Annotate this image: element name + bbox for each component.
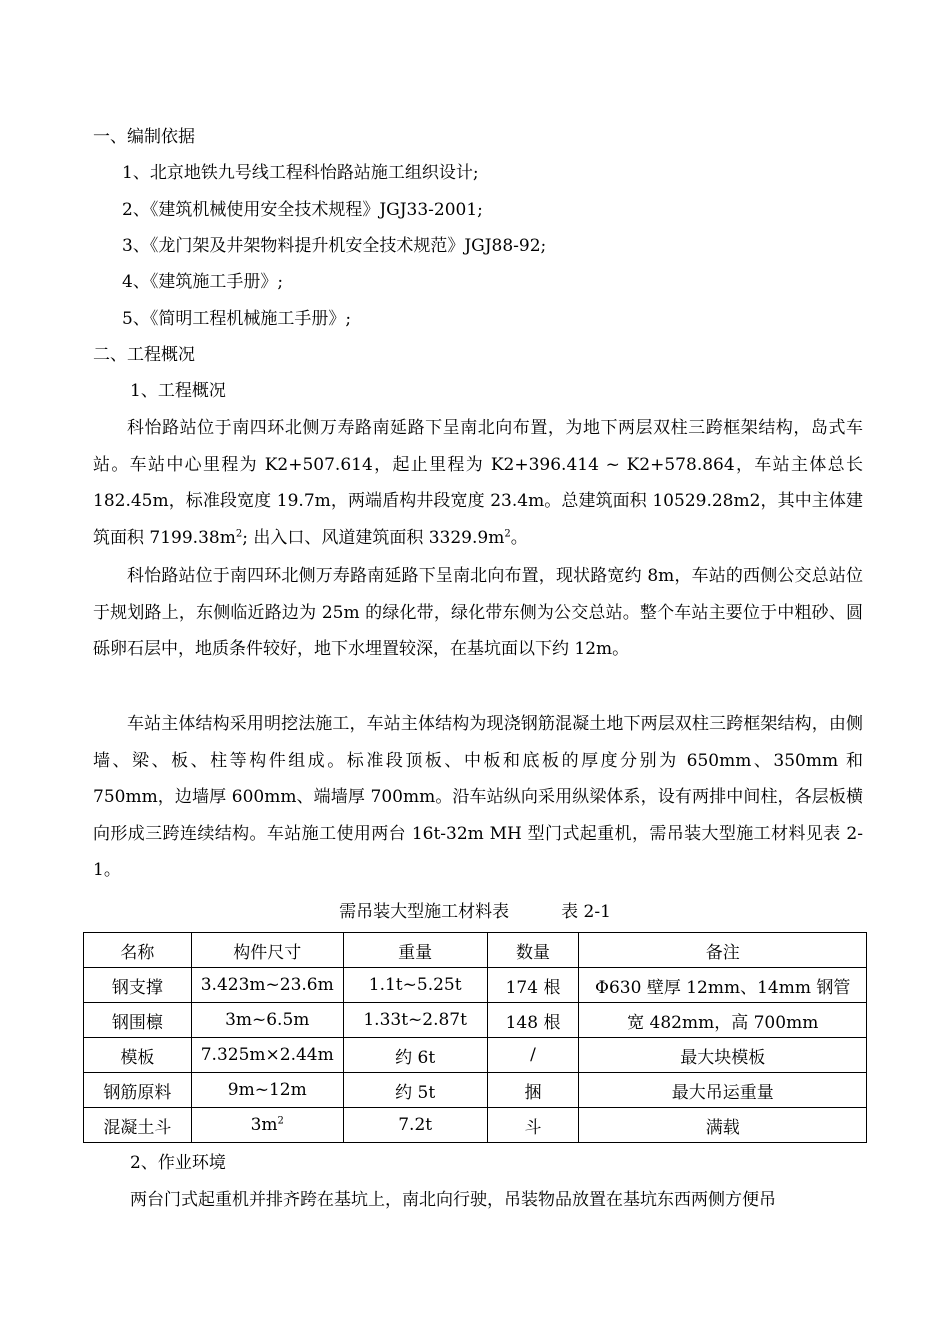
paragraph-site-conditions: 科怡路站位于南四环北侧万寿路南延路下呈南北向布置，现状路宽约 8m，车站的西侧公交总站位于规划路上，东侧临近路边为 25m 的绿化带，绿化带东侧为公交总站。整个车站主要位于中粗砂、圆砾卵石层中，地质条件较好，地下水埋置较深，在基坑面以下约 12m。 [93, 566, 863, 660]
basis-item-2: 2、《建筑机械使用安全技术规程》JGJ33-2001; [122, 200, 483, 220]
cell-remarks: Φ630 壁厚 12mm、14mm 钢管 [579, 968, 867, 1003]
cell-remarks: 最大吊运重量 [579, 1073, 867, 1108]
cell-name: 模板 [84, 1038, 192, 1073]
table-row [84, 1003, 867, 1038]
section-heading-overview: 二、工程概况 [93, 345, 195, 365]
cell-size: 3.423m~23.6m [191, 968, 343, 1003]
cell-quantity: 捆 [487, 1073, 579, 1108]
cell-size: $3m^2$ [191, 1108, 343, 1143]
cell-remarks: 满载 [579, 1108, 867, 1143]
materials-table [83, 932, 867, 1143]
cell-name: 钢筋原料 [84, 1073, 192, 1108]
table-header-row [84, 933, 867, 968]
table-row [84, 1038, 867, 1073]
cell-weight: 1.1t~5.25t [343, 968, 487, 1003]
cell-name: 混凝土斗 [84, 1108, 192, 1143]
table-row [84, 968, 867, 1003]
table-row [84, 1073, 867, 1108]
paragraph-structure: 车站主体结构采用明挖法施工，车站主体结构为现浇钢筋混凝土地下两层双柱三跨框架结构，由侧墙、梁、板、柱等构件组成。标准段顶板、中板和底板的厚度分别为 650mm、350mm 和 750mm，边墙厚 600mm、端墙厚 700mm。沿车站纵向采用纵梁体系，设有两排中间柱，各层板横向形成三跨连续结构。车站施工使用两台 16t-32m MH 型门式起重机，需吊装大型施工材料见表 2-1。 [93, 714, 863, 881]
cell-name: 钢支撑 [84, 968, 192, 1003]
cell-weight: 约 5t [343, 1073, 487, 1108]
cell-weight: 7.2t [343, 1108, 487, 1143]
section-heading-basis: 一、编制依据 [93, 127, 195, 147]
cell-size: 9m~12m [191, 1073, 343, 1108]
subsection-heading-environment: 2、作业环境 [130, 1153, 226, 1173]
cell-name: 钢围檩 [84, 1003, 192, 1038]
header-size: 构件尺寸 [191, 933, 343, 968]
basis-item-5: 5、《简明工程机械施工手册》; [122, 309, 352, 329]
cell-weight: 1.33t~2.87t [343, 1003, 487, 1038]
cell-remarks: 宽 482mm，高 700mm [579, 1003, 867, 1038]
paragraph-station-overview: 科怡路站位于南四环北侧万寿路南延路下呈南北向布置，为地下两层双柱三跨框架结构，岛式车站。车站中心里程为 K2+507.614，起止里程为 K2+396.414 ~ K2+578.864，车站主体总长 182.45m，标准段宽度 19.7m，两端盾构井段宽度 23.4m。总建筑面积 10529.28m2，其中主体建筑面积 $7199.38m^2$; 出入口、风道建筑面积 $3329.9m^2$。 [93, 418, 863, 548]
header-weight: 重量 [343, 933, 487, 968]
cell-quantity: / [487, 1038, 579, 1073]
header-name: 名称 [84, 933, 192, 968]
header-quantity: 数量 [487, 933, 579, 968]
paragraph-work-environment: 两台门式起重机并排齐跨在基坑上，南北向行驶，吊装物品放置在基坑东西两侧方便吊 [130, 1190, 776, 1210]
table-caption: 需吊装大型施工材料表 表 2-1 [339, 902, 611, 922]
cell-quantity: 斗 [487, 1108, 579, 1143]
basis-item-3: 3、《龙门架及井架物料提升机安全技术规范》JGJ88-92; [122, 236, 547, 256]
cell-weight: 约 6t [343, 1038, 487, 1073]
cell-size: 7.325m×2.44m [191, 1038, 343, 1073]
cell-size: 3m~6.5m [191, 1003, 343, 1038]
cell-remarks: 最大块模板 [579, 1038, 867, 1073]
subsection-heading-overview: 1、工程概况 [130, 381, 226, 401]
basis-item-4: 4、《建筑施工手册》; [122, 272, 284, 292]
header-remarks: 备注 [579, 933, 867, 968]
basis-item-1: 1、北京地铁九号线工程科怡路站施工组织设计; [122, 163, 479, 183]
cell-quantity: 148 根 [487, 1003, 579, 1038]
cell-quantity: 174 根 [487, 968, 579, 1003]
table-row [84, 1108, 867, 1143]
